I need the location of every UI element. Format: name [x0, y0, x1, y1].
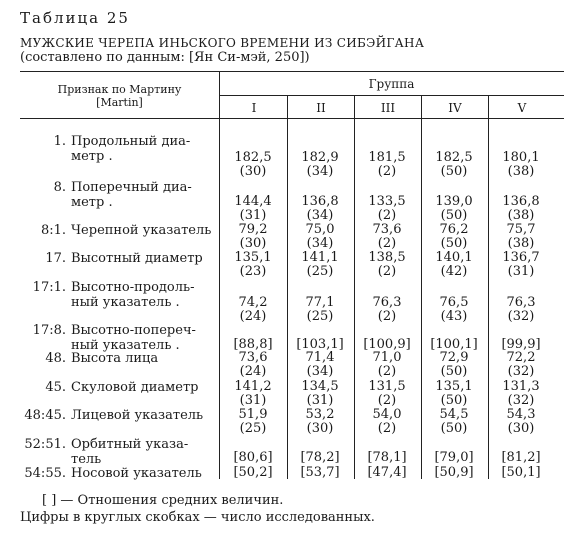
- row-number: 52:51.: [24, 437, 66, 452]
- value-cell: 135,1: [435, 379, 473, 394]
- count-cell: (50): [440, 236, 468, 251]
- column-rule: [488, 95, 489, 479]
- value-cell: 79,2: [238, 222, 268, 237]
- count-cell: (42): [440, 264, 468, 279]
- row-label: Носовой указатель: [71, 466, 202, 481]
- row-number: 54:55.: [24, 466, 66, 481]
- value-cell: 134,5: [301, 379, 339, 394]
- count-cell: (50): [440, 164, 468, 179]
- column-rule: [354, 95, 355, 479]
- value-cell: 73,6: [372, 222, 402, 237]
- value-cell: [50,9]: [434, 465, 474, 480]
- value-cell: [103,1]: [296, 337, 344, 352]
- value-cell: 54,3: [506, 407, 536, 422]
- value-cell: 131,5: [368, 379, 406, 394]
- column-rule: [421, 95, 422, 479]
- footnote-parentheses: Цифры в круглых скобках — число исследованных.: [20, 510, 375, 525]
- value-cell: 71,4: [305, 350, 335, 365]
- value-cell: 133,5: [368, 194, 406, 209]
- count-cell: (30): [306, 421, 334, 436]
- value-cell: 71,0: [372, 350, 402, 365]
- count-cell: (25): [306, 264, 334, 279]
- value-cell: 75,7: [506, 222, 536, 237]
- value-cell: [80,6]: [233, 450, 273, 465]
- value-cell: 182,5: [234, 150, 272, 165]
- row-label: Лицевой указатель: [71, 408, 204, 423]
- count-cell: (50): [440, 393, 468, 408]
- feature-header-sub: [Martin]: [96, 96, 143, 109]
- row-number: 8:1.: [40, 223, 66, 238]
- value-cell: 141,2: [234, 379, 272, 394]
- value-cell: 77,1: [305, 295, 335, 310]
- count-cell: (30): [507, 421, 535, 436]
- value-cell: [50,2]: [233, 465, 273, 480]
- count-cell: (24): [239, 309, 267, 324]
- value-cell: 139,0: [435, 194, 473, 209]
- value-cell: 144,4: [234, 194, 272, 209]
- count-cell: (43): [440, 309, 468, 324]
- value-cell: [53,7]: [300, 465, 340, 480]
- count-cell: (24): [239, 364, 267, 379]
- value-cell: 136,7: [502, 250, 540, 265]
- value-cell: 140,1: [435, 250, 473, 265]
- value-cell: 136,8: [502, 194, 540, 209]
- row-label: Скуловой диаметр: [71, 380, 199, 395]
- header-bottom-rule: [20, 118, 564, 119]
- value-cell: 136,8: [301, 194, 339, 209]
- row-label: метр .: [71, 149, 113, 164]
- value-cell: [81,2]: [501, 450, 541, 465]
- value-cell: 180,1: [502, 150, 540, 165]
- row-number: 48:45.: [24, 408, 66, 423]
- table-title: Таблица 25: [20, 9, 130, 27]
- value-cell: 181,5: [368, 150, 406, 165]
- count-cell: (34): [306, 236, 334, 251]
- row-label: Высота лица: [71, 351, 159, 366]
- column-header-i: I: [251, 101, 257, 115]
- group-header-rule: [219, 95, 564, 96]
- count-cell: (31): [306, 393, 334, 408]
- count-cell: (38): [507, 208, 535, 223]
- count-cell: (50): [440, 421, 468, 436]
- row-number: 48.: [45, 351, 66, 366]
- table-source: (составлено по данным: [Ян Си-мэй, 250]): [20, 50, 310, 65]
- value-cell: 182,5: [435, 150, 473, 165]
- count-cell: (2): [377, 421, 397, 436]
- count-cell: (34): [306, 364, 334, 379]
- count-cell: (31): [239, 393, 267, 408]
- value-cell: 54,0: [372, 407, 402, 422]
- value-cell: 141,1: [301, 250, 339, 265]
- count-cell: (30): [239, 164, 267, 179]
- row-number: 45.: [45, 380, 66, 395]
- count-cell: (2): [377, 236, 397, 251]
- count-cell: (34): [306, 208, 334, 223]
- count-cell: (32): [507, 393, 535, 408]
- footnote-brackets: [ ] — Отношения средних величин.: [42, 493, 284, 508]
- row-label: ный указатель .: [71, 295, 180, 310]
- value-cell: 182,9: [301, 150, 339, 165]
- row-label: Поперечный диа-: [71, 180, 192, 195]
- value-cell: [47,4]: [367, 465, 407, 480]
- row-number: 8.: [53, 180, 66, 195]
- count-cell: (2): [377, 393, 397, 408]
- count-cell: (30): [239, 236, 267, 251]
- value-cell: 76,2: [439, 222, 469, 237]
- value-cell: [78,1]: [367, 450, 407, 465]
- value-cell: [100,1]: [430, 337, 478, 352]
- column-header-ii: II: [316, 101, 326, 115]
- value-cell: [79,0]: [434, 450, 474, 465]
- value-cell: [99,9]: [501, 337, 541, 352]
- row-label: тель: [71, 452, 102, 467]
- value-cell: [50,1]: [501, 465, 541, 480]
- value-cell: [100,9]: [363, 337, 411, 352]
- count-cell: (2): [377, 264, 397, 279]
- value-cell: 76,3: [372, 295, 402, 310]
- value-cell: 72,9: [439, 350, 469, 365]
- row-number: 17.: [45, 251, 66, 266]
- count-cell: (25): [306, 309, 334, 324]
- value-cell: 76,5: [439, 295, 469, 310]
- count-cell: (2): [377, 208, 397, 223]
- table-top-rule: [20, 71, 564, 72]
- row-number: 17:8.: [32, 323, 66, 338]
- group-header: Группа: [368, 77, 415, 91]
- count-cell: (2): [377, 364, 397, 379]
- column-header-iii: III: [380, 101, 396, 115]
- value-cell: 76,3: [506, 295, 536, 310]
- feature-header: Признак по Мартину: [57, 83, 182, 96]
- value-cell: 54,5: [439, 407, 469, 422]
- row-label: Черепной указатель: [71, 223, 212, 238]
- row-number: 1.: [53, 134, 66, 149]
- row-label: ный указатель .: [71, 338, 180, 353]
- value-cell: 74,2: [238, 295, 268, 310]
- row-number: 17:1.: [32, 280, 66, 295]
- column-header-iv: IV: [448, 101, 462, 115]
- count-cell: (50): [440, 208, 468, 223]
- value-cell: [78,2]: [300, 450, 340, 465]
- count-cell: (31): [239, 208, 267, 223]
- row-label: Орбитный указа-: [71, 437, 189, 452]
- row-label: Продольный диа-: [71, 134, 191, 149]
- value-cell: 73,6: [238, 350, 268, 365]
- column-header-v: V: [517, 101, 527, 115]
- count-cell: (23): [239, 264, 267, 279]
- count-cell: (32): [507, 309, 535, 324]
- row-label: Высотный диаметр: [71, 251, 203, 266]
- table-caption: МУЖСКИЕ ЧЕРЕПА ИНЬСКОГО ВРЕМЕНИ ИЗ СИБЭЙГАНА: [20, 36, 425, 50]
- value-cell: 75,0: [305, 222, 335, 237]
- value-cell: 53,2: [305, 407, 335, 422]
- count-cell: (32): [507, 364, 535, 379]
- value-cell: 138,5: [368, 250, 406, 265]
- column-rule: [287, 95, 288, 479]
- column-rule: [219, 71, 220, 479]
- count-cell: (31): [507, 264, 535, 279]
- count-cell: (38): [507, 236, 535, 251]
- row-label: Высотно-продоль-: [71, 280, 195, 295]
- value-cell: 131,3: [502, 379, 540, 394]
- count-cell: (34): [306, 164, 334, 179]
- count-cell: (2): [377, 164, 397, 179]
- count-cell: (25): [239, 421, 267, 436]
- value-cell: 51,9: [238, 407, 268, 422]
- value-cell: 135,1: [234, 250, 272, 265]
- row-label: Высотно-попереч-: [71, 323, 196, 338]
- value-cell: 72,2: [506, 350, 536, 365]
- count-cell: (38): [507, 164, 535, 179]
- count-cell: (2): [377, 309, 397, 324]
- count-cell: (50): [440, 364, 468, 379]
- value-cell: [88,8]: [233, 337, 273, 352]
- row-label: метр .: [71, 195, 113, 210]
